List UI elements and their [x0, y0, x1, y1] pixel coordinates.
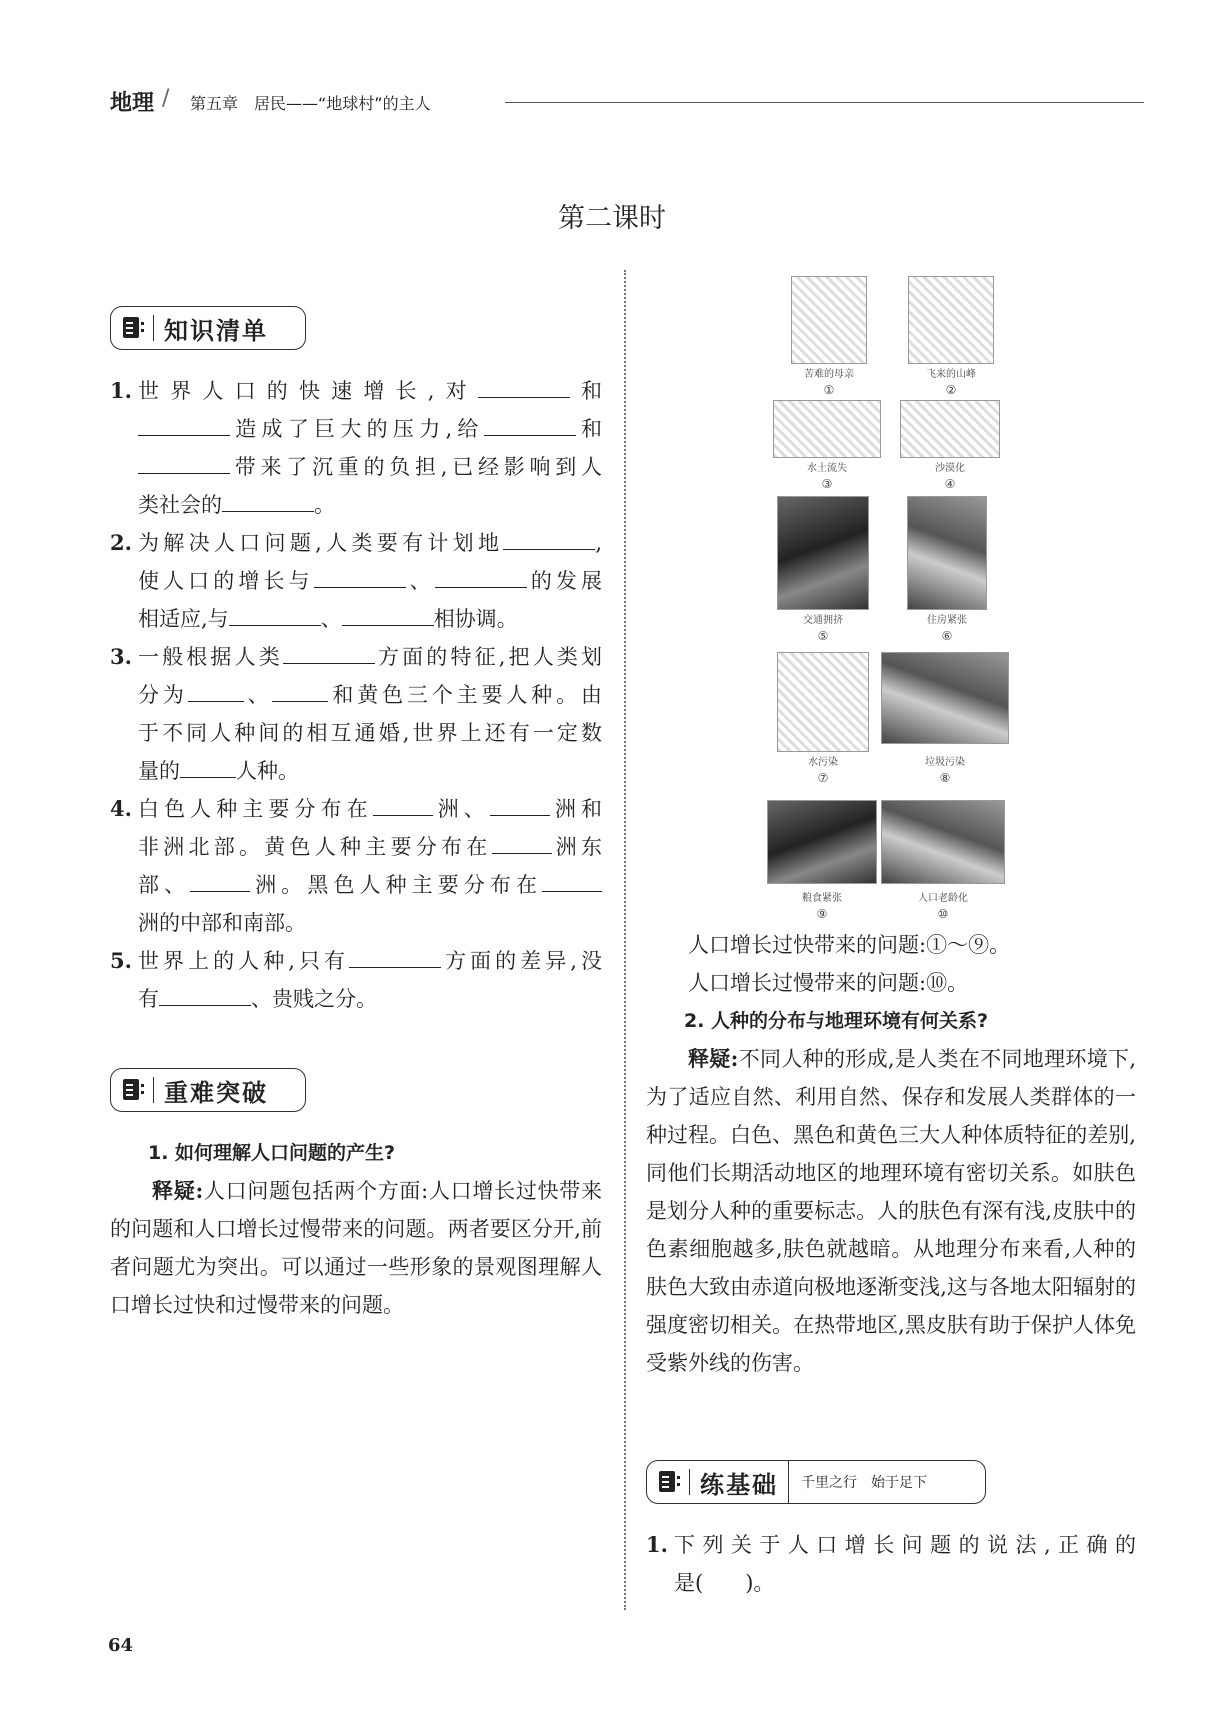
difficulty-1-title: 1. 如何理解人口问题的产生? [148, 1142, 396, 1164]
difficulty-1-body: 释疑:人口问题包括两个方面:人口增长过快带来的问题和人口增长过慢带来的问题。两者要区分开,前者问题尤为突出。可以通过一些形象的景观图理解人口增长过快和过慢带来的问题。 [110, 1178, 602, 1317]
header-chapter: 第五章 居民——“地球村”的主人 [190, 94, 431, 113]
blank[interactable] [342, 603, 434, 626]
knowledge-q1: 1. 世界人口的快速增长,对 和 造成了巨大的压力,给 和 带来了沉重的负担,已经影响到人 类社会的 。 [110, 372, 602, 524]
figure-9: 粮食紧张 ⑨ [766, 800, 878, 922]
blank[interactable] [373, 793, 433, 816]
knowledge-q3: 3. 一般根据人类 方面的特征,把人类划 分为 、 和黄色三个主要人种。由 于不同人种间的相互通婚,世界上还有一定数 量的 人种。 [110, 638, 602, 790]
figure-5: 交通拥挤 ⑤ [776, 496, 870, 644]
blank[interactable] [138, 413, 230, 436]
practice-q1: 1. 下列关于人口增长问题的说法,正确的 是( )。 [646, 1532, 1136, 1595]
figure-8: 垃圾污染 ⑧ [880, 652, 1010, 786]
blank[interactable] [283, 641, 375, 664]
doc-icon [659, 1471, 681, 1493]
blank[interactable] [492, 831, 552, 854]
difficulty-1 [110, 1134, 602, 1324]
blank[interactable] [188, 679, 244, 702]
section-practice-motto: 千里之行 始于足下 [788, 1460, 927, 1504]
doc-icon [123, 1079, 145, 1101]
blank[interactable] [180, 755, 236, 778]
blank[interactable] [542, 869, 602, 892]
figure-6: 住房紧张 ⑥ [906, 496, 988, 644]
figure-10: 人口老龄化 ⑩ [880, 800, 1006, 922]
blank[interactable] [503, 527, 595, 550]
knowledge-q5: 5. 世界上的人种,只有 方面的差异,没 有 、贵贱之分。 [110, 942, 602, 1018]
page-number: 64 [108, 1635, 134, 1656]
figure-2: 飞来的山峰 ② [906, 276, 996, 398]
blank[interactable] [229, 603, 321, 626]
figure-1: 苦难的母亲 ① [784, 276, 874, 398]
section-difficulty-title: 重难突破 [164, 1078, 268, 1107]
figure-4: 沙漠化 ④ [898, 400, 1002, 492]
blank[interactable] [138, 451, 230, 474]
blank[interactable] [190, 869, 250, 892]
difficulty-2-title: 2. 人种的分布与地理环境有何关系? [684, 1010, 989, 1032]
section-knowledge-title: 知识清单 [164, 316, 268, 345]
knowledge-list [110, 372, 602, 1018]
difficulty-2 [646, 926, 1136, 1382]
blank[interactable] [490, 793, 550, 816]
figure-3: 水土流失 ③ [772, 400, 882, 492]
difficulty-2-body: 释疑:不同人种的形成,是人类在不同地理环境下,为了适应自然、利用自然、保存和发展人类群体的一种过程。白色、黑色和黄色三大人种体质特征的差别,同他们长期活动地区的地理环境有密切关系。如肤色是划分人种的重要标志。人的肤色有深有浅,皮肤中的色素细胞越多,肤色就越暗。从地理分布来看,人种的肤色大致由赤道向极地逐渐变浅,这与各地太阳辐射的强度密切相关。在热带地区,黑皮肤有助于保护人体免受紫外线的伤害。 [646, 1046, 1136, 1375]
figure-7: 水污染 ⑦ [776, 652, 870, 786]
blank[interactable] [159, 983, 251, 1006]
header-slash: / [162, 86, 170, 111]
header-rule [505, 102, 1144, 103]
blank[interactable] [272, 679, 328, 702]
section-practice-label [646, 1460, 986, 1504]
blank[interactable] [349, 945, 441, 968]
knowledge-q4: 4. 白色人种主要分布在 洲、 洲和 非洲北部。黄色人种主要分布在 洲东 部、 洲。黑色人种主要分布在 洲的中部和南部。 [110, 790, 602, 942]
blank[interactable] [478, 375, 570, 398]
column-divider [624, 270, 626, 1610]
doc-icon [123, 317, 145, 339]
header-subject: 地理 [110, 91, 155, 116]
lesson-title: 第二课时 [558, 203, 666, 234]
section-knowledge-label [110, 306, 306, 350]
slow-growth-line: 人口增长过慢带来的问题:⑩。 [688, 971, 969, 995]
running-header [110, 86, 1144, 116]
fast-growth-line: 人口增长过快带来的问题:①～⑨。 [688, 933, 1011, 957]
blank[interactable] [435, 565, 527, 588]
blank[interactable] [314, 565, 406, 588]
blank[interactable] [222, 489, 314, 512]
section-difficulty-label [110, 1068, 306, 1112]
knowledge-q2: 2. 为解决人口问题,人类要有计划地 , 使人口的增长与 、 的发展 相适应,与 、 相协调。 [110, 524, 602, 638]
blank[interactable] [484, 413, 576, 436]
section-practice-title: 练基础 [700, 1470, 778, 1499]
